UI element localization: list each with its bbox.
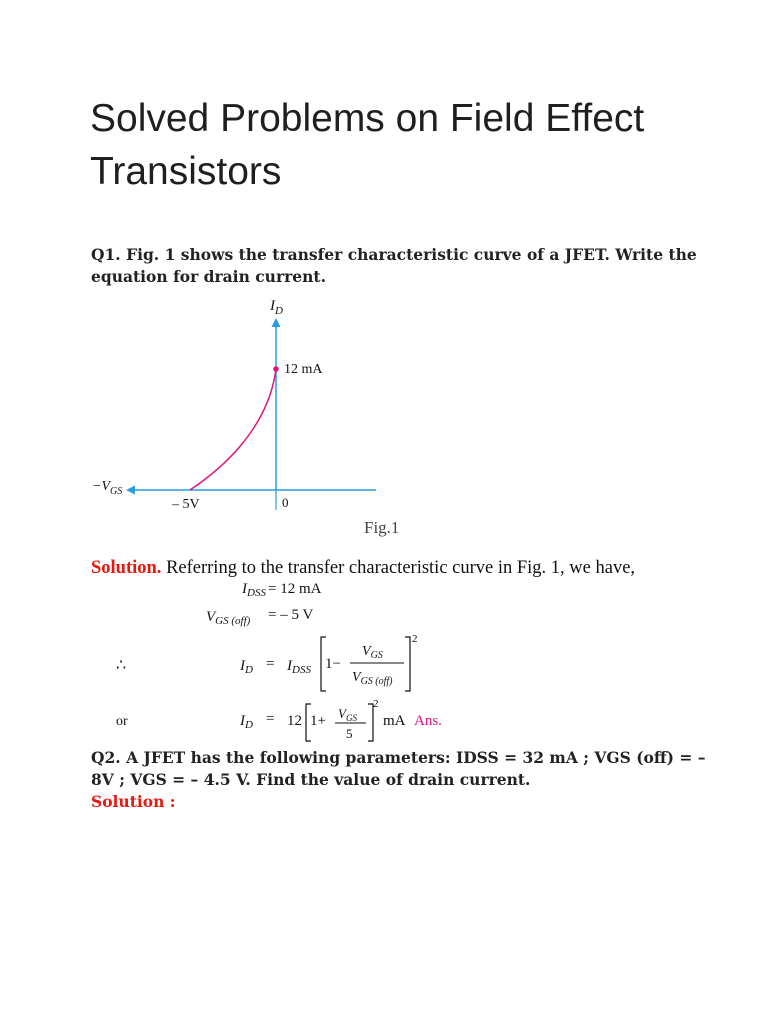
one-plus: 1+ <box>310 713 326 729</box>
page-title: Solved Problems on Field Effect Transistors <box>90 97 645 193</box>
right-bracket-1 <box>405 637 410 691</box>
idss-value: = 12 mA <box>268 581 322 597</box>
x-axis-arrow-icon <box>126 486 135 495</box>
id-symbol-2: $I_D$ <box>240 713 253 731</box>
idss-symbol: $I_{DSS}$ <box>242 581 266 599</box>
solution-1-label: Solution. <box>91 558 162 578</box>
exponent-2: 2 <box>373 698 379 710</box>
answer-label: Ans. <box>414 713 442 729</box>
figure-caption: Fig.1 <box>364 518 400 537</box>
fraction-numerator-2: $V_{GS}$ <box>338 706 357 723</box>
therefore-symbol: ∴ <box>116 657 127 674</box>
solution-equations <box>0 575 768 750</box>
question-1-text: Q1. Fig. 1 shows the transfer characteristic curve of a JFET. Write the equation for drain current. <box>91 245 697 286</box>
solution-1-text: Referring to the transfer characteristic curve in Fig. 1, we have, <box>161 558 636 578</box>
question-2-text: Q2. A JFET has the following parameters: IDSS = 32 mA ; VGS (off) = – 8V ; VGS = – 4.5 V. Find the value of drain current. <box>91 748 706 789</box>
solution-2-label: Solution : <box>91 792 176 811</box>
vgs-off-symbol: $V_{GS (off)}$ <box>206 609 251 627</box>
x-axis-label: $-V_{GS}$ <box>92 479 123 497</box>
idss-symbol-2: $I_{DSS}$ <box>287 658 311 676</box>
unit-ma: mA <box>383 713 406 729</box>
idss-label: 12 mA <box>284 362 323 377</box>
or-label: or <box>116 714 128 729</box>
transfer-curve <box>190 369 276 490</box>
vgs-off-label: – 5V <box>172 497 200 512</box>
exponent-1: 2 <box>412 633 418 645</box>
equals-2: = <box>266 711 275 727</box>
fraction-numerator-1: $V_{GS}$ <box>362 644 383 661</box>
y-axis-arrow-icon <box>272 318 281 327</box>
vgs-off-value: = – 5 V <box>268 607 314 623</box>
origin-label: 0 <box>282 495 289 510</box>
fraction-denominator-1: $V_{GS (off)}$ <box>352 670 393 687</box>
y-axis-label: $I_D$ <box>270 298 283 317</box>
idss-point <box>273 366 279 372</box>
equals-1: = <box>266 656 275 672</box>
coefficient: 12 <box>287 713 302 729</box>
id-symbol-1: $I_D$ <box>240 658 253 676</box>
fraction-denominator-2: 5 <box>346 726 353 741</box>
one-minus: 1− <box>325 656 341 672</box>
